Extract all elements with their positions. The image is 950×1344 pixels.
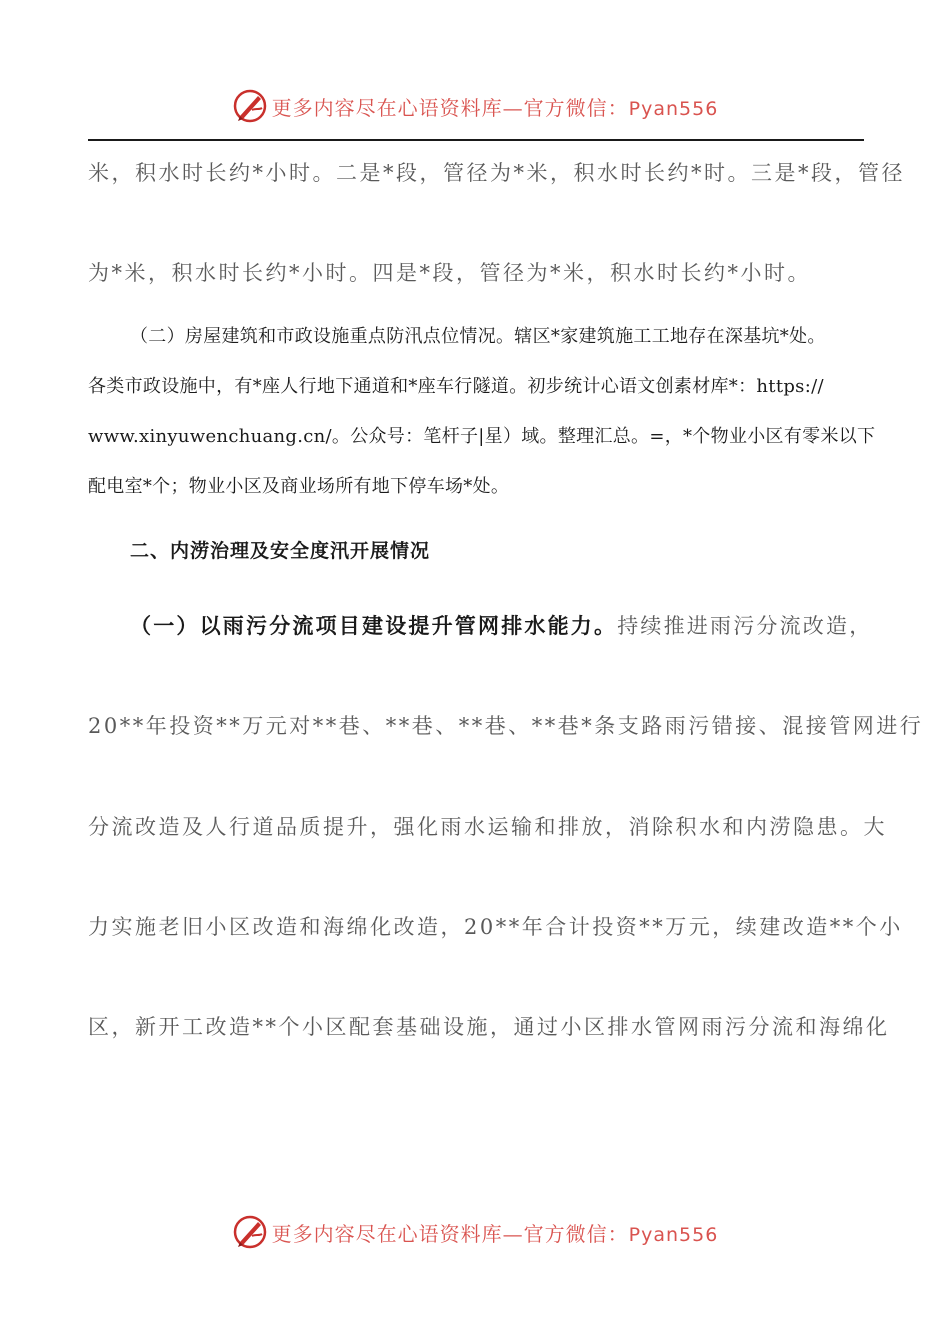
header-divider [88,139,864,141]
para3-bold-lead: （一）以雨污分流项目建设提升管网排水能力。 [130,614,618,638]
header-wechat-id: Pyan556 [628,97,719,120]
page-header [0,86,950,126]
para3-line-3: 分流改造及人行道品质提升，强化雨水运输和排放，消除积水和内涝隐患。大 [88,815,887,839]
section-heading: 二、内涝治理及安全度汛开展情况 [130,540,431,562]
pen-logo-icon [232,1214,268,1250]
para3-line-5: 区，新开工改造**个小区配套基础设施，通过小区排水管网雨污分流和海绵化 [88,1015,890,1039]
body-line-1: 米，积水时长约*小时。二是*段，管径为*米，积水时长约*时。三是*段，管径 [88,161,905,185]
para2-line-1: （二）房屋建筑和市政设施重点防汛点位情况。辖区*家建筑施工工地存在深基坑*处。 [130,326,826,347]
para3-line-1 [130,610,873,640]
footer-brand-text: 更多内容尽在心语资料库 [271,1221,503,1246]
header-dash: — [502,95,524,120]
footer-official: 官方微信： [523,1221,629,1246]
pen-logo-icon [232,88,268,124]
para2-line-4: 配电室*个；物业小区及商业场所有地下停车场*处。 [88,476,510,497]
page-footer [0,1212,950,1252]
para3-line-1-rest: 持续推进雨污分流改造， [617,614,873,638]
para3-line-2: 20**年投资**万元对**巷、**巷、**巷、**巷*条支路雨污错接、混接管网进行 [88,714,924,738]
header-brand [272,92,719,121]
body-line-2: 为*米，积水时长约*小时。四是*段，管径为*米，积水时长约*小时。 [88,261,811,285]
header-brand-text: 更多内容尽在心语资料库 [271,95,503,120]
para2-line-3: www.xinyuwenchuang.cn/。公众号：笔杆子|星）域。整理汇总。=，*个物业小区有零米以下 [88,426,876,447]
footer-brand [272,1218,719,1247]
footer-wechat-id: Pyan556 [628,1223,719,1246]
footer-dash: — [502,1221,524,1246]
para3-line-4: 力实施老旧小区改造和海绵化改造，20**年合计投资**万元，续建改造**个小 [88,915,903,939]
header-official: 官方微信： [523,95,629,120]
para2-line-2: 各类市政设施中，有*座人行地下通道和*座车行隧道。初步统计心语文创素材库*：https:// [88,376,824,397]
